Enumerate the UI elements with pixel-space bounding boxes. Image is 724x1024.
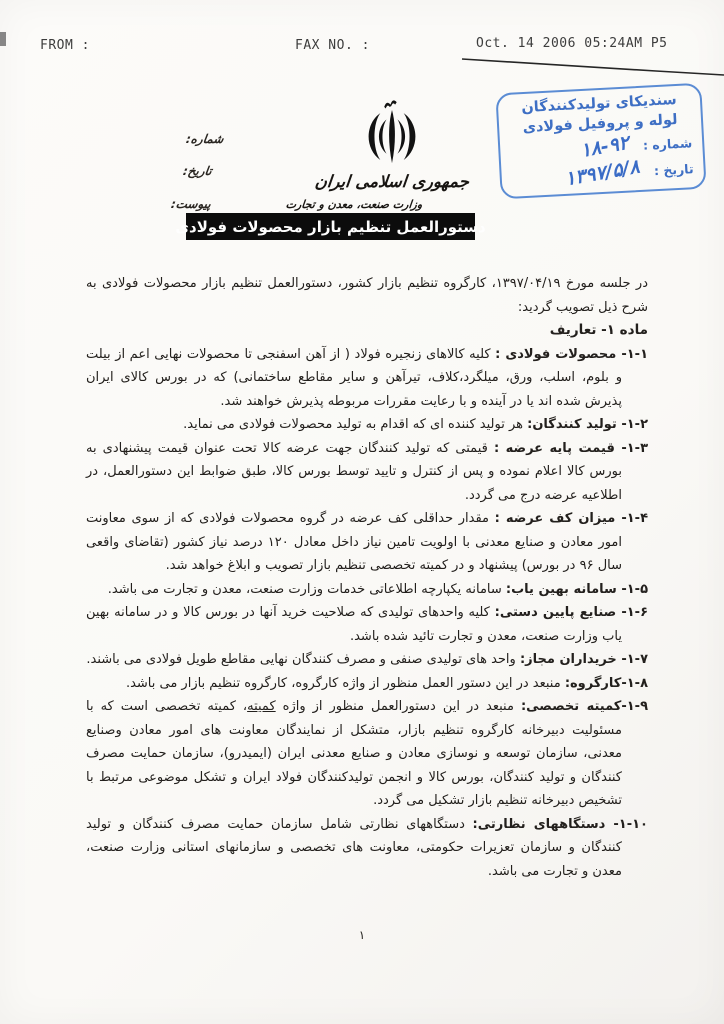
letterhead-attachment-label: پیوست: xyxy=(170,197,212,211)
fax-from-label: FROM : xyxy=(40,38,90,53)
scan-artifact-smudge xyxy=(0,32,6,46)
iran-emblem-icon xyxy=(352,96,432,174)
item-text-after: ، کمیته تخصصی است که با مسئولیت دبیرخانه کارگروه تنظیم بازار، متشکل از نمایندگان معاونت های امور معادن وصنایع معدنی، سازمان توسعه و نوسازی معادن و صنایع معدنی ایران (ایمیدرو)، سازمان حمایت مصرف کنندگان و تولید کنندگان، بورس کالا و انجمن تولیدکنندگان فولاد ایران و تشکل موضوعی مرتبط با تشخیص دبیرخانه تنظیم بازار تشکیل می گردد. xyxy=(86,699,622,808)
item-text: هر تولید کننده ای که اقدام به تولید محصولات فولادی می نماید. xyxy=(183,417,528,432)
item-lead: ۱-۷- خریداران مجاز: xyxy=(519,652,648,667)
item-text: دستگاههای نظارتی شامل سازمان حمایت مصرف کنندگان و تولید کنندگان و سازمان تعزیرات حکومتی، معاونت های تخصصی و سازمانهای استانی وزارت صنعت، معدن و تجارت می باشد. xyxy=(86,816,622,879)
item-text: منبعد در این دستور العمل منظور از واژه کارگروه، کارگروه تنظیم بازار می باشد. xyxy=(125,675,565,691)
definition-item-1-6 xyxy=(86,601,648,648)
date-underline-stroke xyxy=(458,54,724,80)
item-lead: ۱-۲- تولید کنندگان: xyxy=(527,417,648,432)
item-lead: ۱-۹-کمیته تخصصی: xyxy=(520,699,648,714)
definition-item-1-9 xyxy=(86,695,648,813)
stamp xyxy=(495,83,706,200)
definition-item-1-5 xyxy=(86,578,648,602)
item-lead: ۱-۶- صنایع پایین دستی: xyxy=(494,605,648,620)
document-title-banner: دستورالعمل تنظیم بازار محصولات فولادی xyxy=(186,213,475,240)
item-text: کلیه واحدهای تولیدی که صلاحیت خرید آنها در بورس کالا و در سامانه بهین یاب وزارت صنعت، معدن و تجارت تائید شده باشد. xyxy=(86,605,622,644)
definition-item-1-10 xyxy=(86,813,648,884)
letterhead-date-label: تاریخ: xyxy=(182,164,213,178)
definition-item-1-8 xyxy=(86,672,648,696)
item-lead: ۱-۱۰- دستگاههای نظارتی: xyxy=(472,816,648,832)
item-lead: ۱-۱- محصولات فولادی : xyxy=(495,346,648,362)
stamp-date-label: تاریخ : xyxy=(653,160,694,178)
definition-item-1-1 xyxy=(86,343,648,414)
item-lead: ۱-۸-کارگروه: xyxy=(564,675,648,691)
definition-item-1-2 xyxy=(86,413,648,437)
item-text: سامانه یکپارچه اطلاعاتی خدمات وزارت صنعت، معدن و تجارت می باشد. xyxy=(107,581,506,597)
stamp-org-line1: سندیکای تولیدکنندگان xyxy=(521,91,678,117)
definition-item-1-4 xyxy=(86,507,648,578)
underlined-word: کمیته xyxy=(247,699,276,714)
document-body xyxy=(86,272,648,883)
definition-item-1-3 xyxy=(86,437,648,508)
letterhead-number-label: شماره: xyxy=(185,132,225,146)
letterhead-country: جمهوری اسلامی ایران xyxy=(313,172,471,191)
item-lead: ۱-۵- سامانه بهین یاب: xyxy=(505,581,648,597)
item-text: مقدار حداقلی کف عرضه در گروه محصولات فولادی که از سوی معاونت امور معادن و صنایع معدنی با اولویت تامین نیاز داخل معادل ۱۲۰ درصد نیاز کشور (تقاضای واقعی سال ۹۶ در بورس) پیشنهاد و در کمیته تخصصی تنظیم بازار تصویب و ابلاغ خواهد شد. xyxy=(86,511,622,573)
stamp-date-value: ۱۳۹۷/۵/۸ xyxy=(563,155,642,191)
fax-number-label: FAX NO. : xyxy=(295,38,370,53)
definition-item-1-7 xyxy=(86,648,648,672)
item-text-before: منبعد در این دستورالعمل منظور از واژه xyxy=(275,699,521,714)
fax-datetime: Oct. 14 2006 05:24AM P5 xyxy=(476,36,668,51)
letterhead-ministry: وزارت صنعت، معدن و تجارت xyxy=(285,198,423,211)
item-text: قیمتی که تولید کنندگان جهت عرضه کالا تحت عنوان قیمت پیشنهادی به بورس کالا اعلام نموده و پس از کنترل و تایید توسط بورس کالا، طبق ضوابط این دستورالعمل، در اطلاعیه عرضه درج می گردد. xyxy=(86,440,622,503)
fax-header xyxy=(0,0,724,70)
page-number: ۱ xyxy=(358,928,366,942)
stamp-number-label: شماره : xyxy=(642,134,693,153)
item-lead: ۱-۴- میزان کف عرضه : xyxy=(494,511,648,526)
article-1-heading: ماده ۱- تعاریف xyxy=(549,322,648,338)
intro-paragraph: در جلسه مورخ ۱۳۹۷/۰۴/۱۹، کارگروه تنظیم بازار کشور، دستورالعمل تنظیم بازار محصولات فولادی به شرح ذیل تصویب گردید: xyxy=(86,276,648,315)
item-text: کلیه کالاهای زنجیره فولاد ( از آهن اسفنجی تا محصولات نهایی اعم از بیلت و بلوم، اسلب، ورق، میلگرد،کلاف، تیرآهن و سایر مقاطع ساختمانی) که در بورس کالای ایران پذیرش شده اند یا در آینده و با رعایت مقررات مربوطه پذیرش خواهند شد. xyxy=(86,346,622,409)
item-lead: ۱-۳- قیمت پایه عرضه : xyxy=(493,440,648,456)
item-text: واحد های تولیدی صنفی و مصرف کنندگان نهایی مقاطع طویل فولادی می باشند. xyxy=(86,652,520,667)
stamp-org-line2: لوله و پروفیل فولادی xyxy=(522,111,678,137)
stamp-number-value: ۱۸-۹۲ xyxy=(578,131,631,162)
